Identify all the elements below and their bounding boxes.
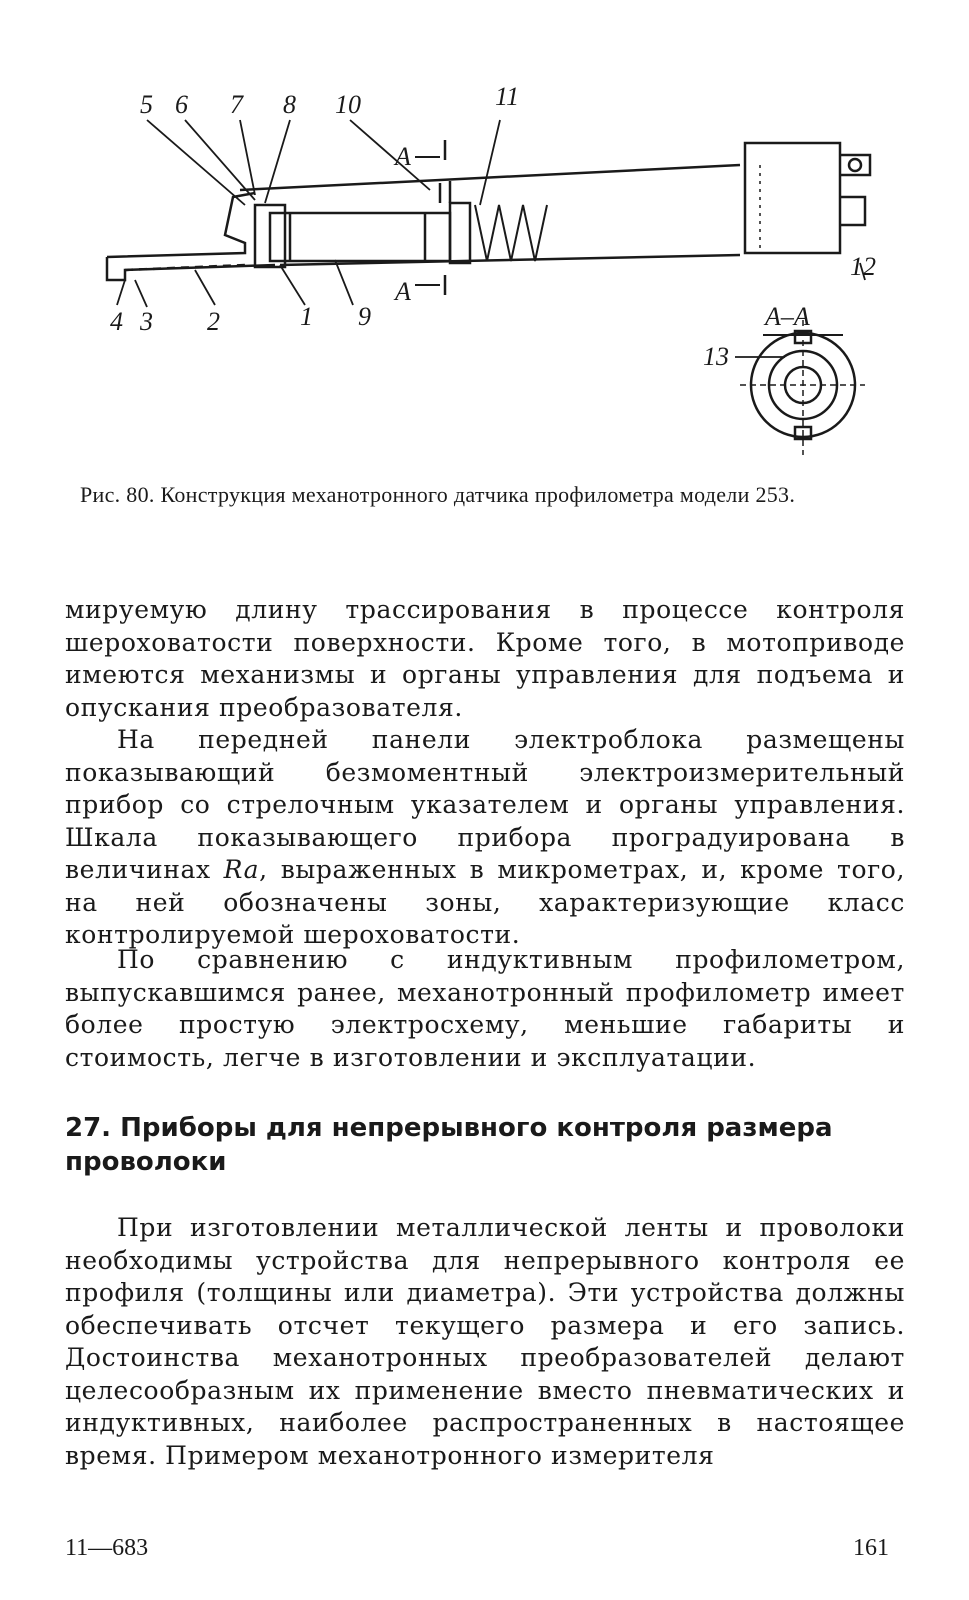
signature-mark: 11—683 [65,1535,149,1561]
label-2: 2 [207,307,220,336]
label-4: 4 [110,307,123,336]
roughness-symbol: Ra [223,855,260,884]
label-11: 11 [495,85,520,111]
label-1: 1 [300,302,313,331]
paragraph-2-text-end: , выраженных в микрометрах, и, кроме того, на ней обозначены зоны, характеризующие класс контролируемой шероховатости. [65,855,906,949]
label-5: 5 [140,90,153,119]
paragraph-1: мируемую длину трассирования в процессе контроля шероховатости поверхности. Кроме того, в мотоприводе имеются механизмы и органы управления для подъема и опускания преобразователя. [65,595,905,722]
sensor-diagram [95,85,915,465]
paragraph-3: По сравнению с индуктивным профилометром, выпускавшимся ранее, механотронный профилометр имеет более простую электросхему, меньшие габариты и стоимость, легче в изготовлении и эксплуатации. [65,945,905,1072]
paragraph-2 [65,724,905,952]
label-7: 7 [230,90,243,119]
page-number: 161 [853,1535,889,1561]
label-13: 13 [703,342,729,371]
label-10: 10 [335,90,361,119]
label-6: 6 [175,90,188,119]
label-3: 3 [140,307,153,336]
paragraph-2-text: На передней панели электроблока размещены показывающий безмоментный электроизмерительный прибор со стрелочным указателем и органы управления. Шкала показывающего прибора проградуирована в величинах [65,725,905,884]
section-paragraph: При изготовлении металлической ленты и проволоки необходимы устройства для непрерывного контроля ее профиля (толщины или диаметра). Эти устройства должны обеспечивать отсчет текущего размера и его запись. Достоинства механотронных преобразователей делают целесообразным их применение вместо пневматических и индуктивных, наиболее распространенных в настоящее время. Примером механотронного измерителя [65,1213,905,1470]
section-label-bottom: А [395,277,411,306]
section-label-top: А [395,142,411,171]
section-title-aa: А–А [765,302,810,331]
label-9: 9 [358,302,371,331]
label-12: 12 [850,252,876,281]
label-8: 8 [283,90,296,119]
figure-80 [95,85,915,465]
figure-caption: Рис. 80. Конструкция механотронного датчика профилометра модели 253. [80,482,796,507]
section-heading: 27. Приборы для непрерывного контроля размера проволоки [65,1113,833,1177]
